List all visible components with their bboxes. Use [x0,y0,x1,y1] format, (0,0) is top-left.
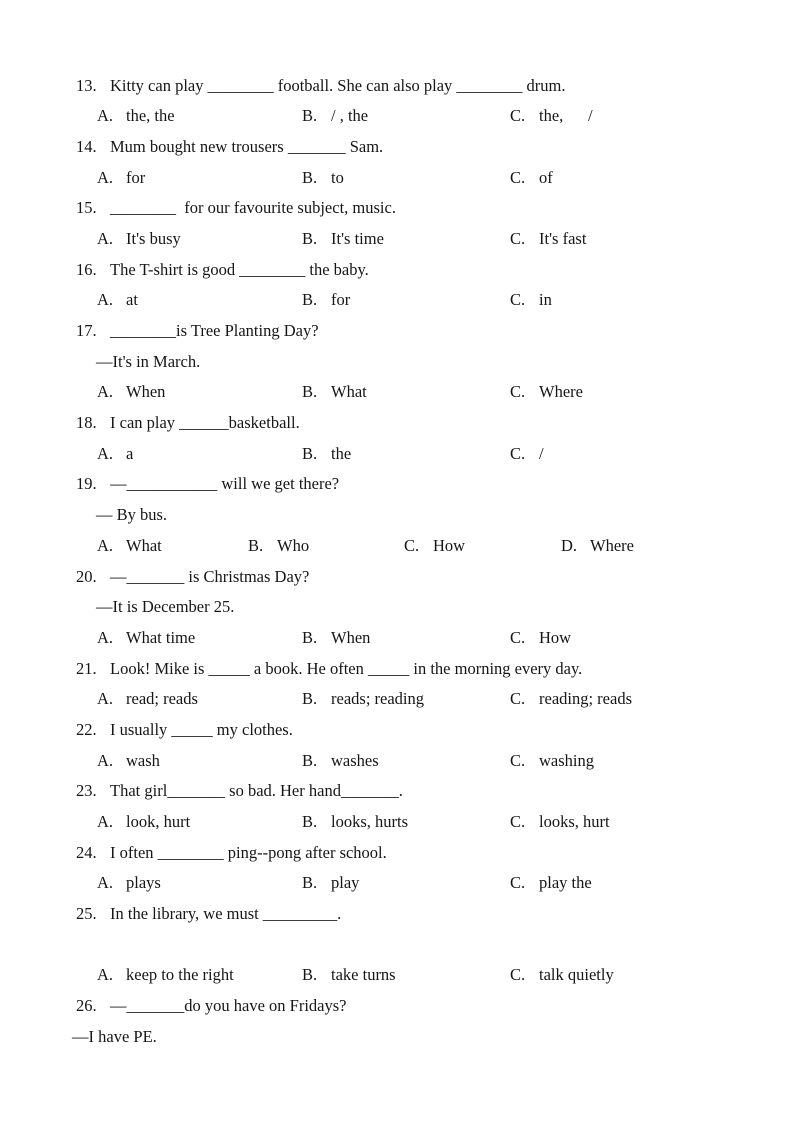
option-text: washes [331,750,379,770]
option-text: What [331,382,367,402]
option-a [97,285,138,316]
dialog-continuation: —It is December 25. [96,597,235,617]
option-text: take turns [331,965,396,985]
question-stem [0,408,793,439]
option-text: reading; reads [539,689,632,709]
question-stem [0,469,793,500]
option-text: read; reads [126,689,198,709]
option-b [302,684,424,715]
option-b [302,224,384,255]
question-block [0,838,793,899]
question-block [0,193,793,254]
question-number: 16. [76,259,97,279]
option-c [510,807,610,838]
question-number: 21. [76,658,97,678]
option-text: What [126,535,162,555]
option-text: When [126,382,166,402]
question-block [0,776,793,837]
option-label: A. [97,106,114,126]
option-b [302,101,368,132]
question-text: Kitty can play ________ football. She can also play ________ drum. [110,75,566,95]
option-text: plays [126,873,161,893]
option-c [510,439,544,470]
option-text: How [539,627,572,647]
dialog-continuation: — By bus. [96,505,168,525]
option-label: C. [510,812,526,831]
option-text: / , the [331,106,369,126]
option-c [510,101,593,132]
question-number: 26. [76,996,97,1016]
options-row [0,531,793,562]
option-label: A. [97,382,114,402]
question-block [0,899,793,991]
question-stem [0,654,793,685]
question-stem [0,255,793,286]
option-text: for [331,290,351,310]
option-text: looks, hurts [331,812,409,831]
question-stem [0,562,793,593]
option-label: B. [302,873,318,893]
option-label: C. [510,689,526,709]
option-label: A. [97,812,114,831]
question-number: 18. [76,413,97,433]
option-text: looks, hurt [539,812,610,831]
option-label: D. [561,535,578,555]
options-row [0,285,793,316]
option-label: A. [97,290,114,310]
option-label: A. [97,750,114,770]
option-label: A. [97,873,114,893]
option-text: play the [539,873,592,893]
options-row [0,101,793,132]
question-block [0,71,793,132]
option-a [97,623,195,654]
option-text: play [331,873,360,893]
question-number: 23. [76,781,97,801]
question-stem [0,776,793,807]
question-block [0,132,793,193]
option-text: It's busy [126,228,181,248]
question-text: —_______do you have on Fridays? [110,996,347,1016]
option-d [561,531,634,562]
option-b [302,807,408,838]
option-b [248,531,309,562]
option-b [302,439,351,470]
question-stem [0,838,793,869]
option-b [302,163,344,194]
option-a [97,684,198,715]
option-text: at [126,290,138,310]
option-b [302,746,379,777]
option-c [510,868,592,899]
option-label: C. [404,535,420,555]
option-label: C. [510,443,526,463]
option-c [510,746,594,777]
option-label: C. [510,965,526,985]
option-label: B. [302,689,318,709]
option-label: B. [302,228,318,248]
option-text: the, the [126,106,175,126]
option-text: It's fast [539,228,587,248]
option-a [97,868,161,899]
option-label: B. [302,627,318,647]
option-b [302,623,370,654]
question-number: 20. [76,566,97,586]
option-b [302,868,359,899]
option-text: When [331,627,371,647]
question-text: I often ________ ping--pong after school. [110,842,387,862]
options-row [0,960,793,991]
question-number: 22. [76,719,97,739]
question-stem [0,899,793,930]
option-a [97,224,181,255]
option-text: keep to the right [126,965,234,985]
question-block [0,562,793,654]
question-block [0,654,793,715]
option-b [302,960,396,991]
question-text: —_______ is Christmas Day? [110,566,310,586]
option-label: B. [302,443,318,463]
option-label: B. [302,965,318,985]
question-number: 13. [76,75,97,95]
option-c [510,623,571,654]
option-text: washing [539,750,594,770]
option-c [510,224,586,255]
blank-line [0,930,793,961]
option-label: B. [302,290,318,310]
option-label: A. [97,689,114,709]
option-a [97,960,234,991]
option-label: A. [97,535,114,555]
question-number: 17. [76,321,97,340]
option-text: wash [126,750,160,770]
question-block [0,469,793,561]
option-label: A. [97,228,114,248]
option-c [404,531,465,562]
option-label: C. [510,228,526,248]
options-row [0,163,793,194]
option-text: the, / [539,106,593,126]
question-number: 19. [76,474,97,494]
question-text: In the library, we must _________. [110,904,342,924]
option-text: / [539,443,544,463]
option-label: B. [302,106,318,126]
question-text: ________ for our favourite subject, music. [110,198,396,218]
question-text: —___________ will we get there? [110,474,340,494]
option-b [302,377,367,408]
question-number: 15. [76,198,97,218]
option-c [510,377,583,408]
option-text: the [331,443,352,463]
options-row [0,623,793,654]
option-text: of [539,167,553,187]
option-label: B. [302,812,318,831]
option-text: It's time [331,228,384,248]
question-block [0,316,793,408]
option-label: B. [302,382,318,402]
option-label: B. [248,535,264,555]
question-text: Look! Mike is _____ a book. He often _____ in the morning every day. [110,658,583,678]
option-b [302,285,350,316]
option-label: C. [510,106,526,126]
option-text: Where [590,535,634,555]
question-number: 25. [76,904,97,924]
option-c [510,960,614,991]
question-stem [0,132,793,163]
options-row [0,746,793,777]
option-label: C. [510,382,526,402]
option-a [97,531,162,562]
question-text: I can play ______basketball. [110,413,300,433]
option-text: look, hurt [126,812,191,831]
option-label: C. [510,167,526,187]
option-label: A. [97,167,114,187]
question-text: That girl_______ so bad. Her hand_______. [110,781,403,801]
question-block [0,255,793,316]
options-row [0,807,793,838]
question-text: ________is Tree Planting Day? [110,321,319,340]
option-label: A. [97,443,114,463]
option-label: C. [510,627,526,647]
question-block [0,408,793,469]
question-number: 24. [76,842,97,862]
question-block [0,715,793,776]
question-text: Mum bought new trousers _______ Sam. [110,136,384,156]
options-row [0,684,793,715]
question-text: The T-shirt is good ________ the baby. [110,259,369,279]
option-text: reads; reading [331,689,424,709]
options-row [0,868,793,899]
option-label: B. [302,750,318,770]
question-text: I usually _____ my clothes. [110,719,293,739]
option-a [97,377,165,408]
option-text: What time [126,627,196,647]
option-label: C. [510,750,526,770]
option-label: B. [302,167,318,187]
option-text: How [433,535,466,555]
options-row [0,377,793,408]
options-row [0,439,793,470]
option-a [97,746,160,777]
question-stem [0,991,793,1022]
option-a [97,163,145,194]
question-stem [0,316,793,347]
option-c [510,163,553,194]
option-text: to [331,167,344,187]
options-row [0,224,793,255]
option-c [510,684,632,715]
option-label: A. [97,627,114,647]
option-a [97,807,190,838]
question-stem [0,715,793,746]
question-block [0,991,793,1052]
question-stem [0,193,793,224]
option-text: Where [539,382,583,402]
option-label: A. [97,965,114,985]
option-text: talk quietly [539,965,614,985]
dialog-continuation: —I have PE. [72,1026,157,1046]
option-text: for [126,167,146,187]
option-c [510,285,552,316]
dialog-continuation: —It's in March. [96,351,201,371]
option-label: C. [510,873,526,893]
question-stem [0,71,793,102]
option-text: a [126,443,134,463]
option-text: in [539,290,552,310]
option-a [97,439,133,470]
question-number: 14. [76,136,97,156]
option-label: C. [510,290,526,310]
option-text: Who [277,535,310,555]
option-a [97,101,175,132]
